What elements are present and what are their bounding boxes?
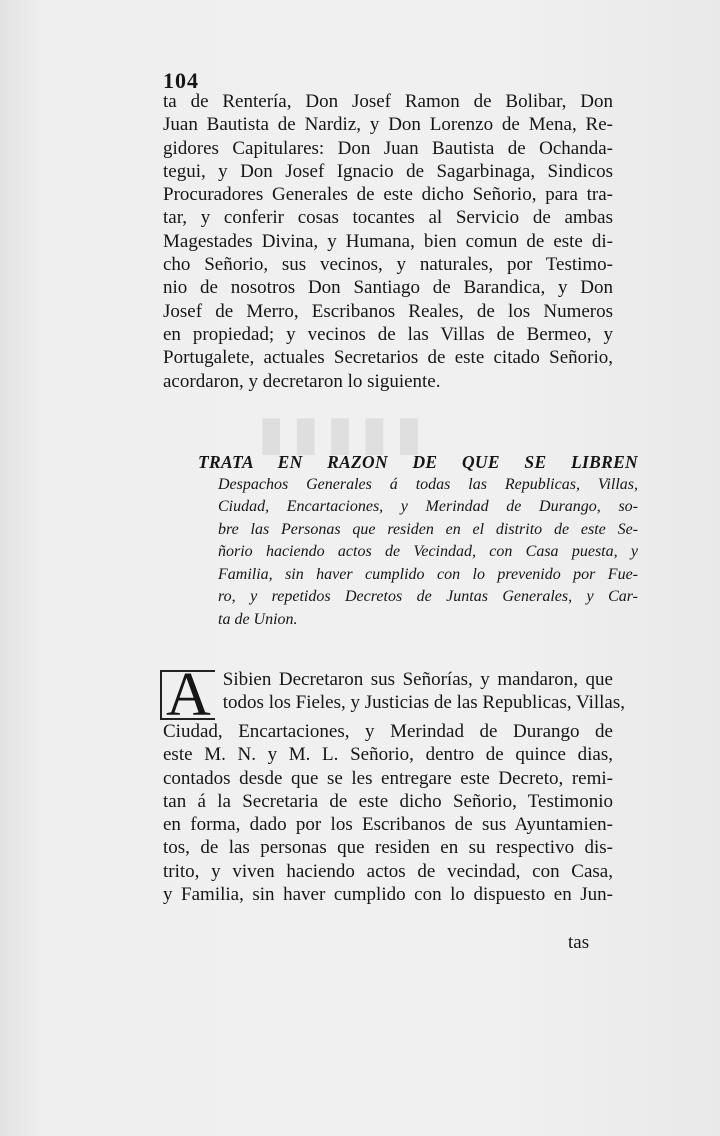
text-line: trito, y viven haciendo actos de vecindad, con Casa, (163, 860, 613, 882)
heading-line: ñorio haciendo actos de Vecindad, con Casa puesta, y (218, 543, 638, 560)
text-line: Portugalete, actuales Secretarios de este citado Señorio, (163, 347, 613, 369)
paragraph-1 (163, 90, 613, 393)
text-line: tar, y conferir cosas tocantes al Servicio de ambas (163, 207, 613, 229)
text-line: tan á la Secretaria de este dicho Señorio, Testimonio (163, 790, 613, 812)
heading-line: bre las Personas que residen en el distrito de este Se- (218, 520, 638, 538)
text-line: Procuradores Generales de este dicho Señorio, para tra- (163, 184, 613, 206)
text-line: cho Señorio, sus vecinos, y naturales, por Testimo- (163, 254, 613, 276)
text-line: y Familia, sin haver cumplido con lo dispuesto en Jun- (163, 884, 613, 906)
section-heading (198, 451, 638, 631)
text-line: gidores Capitulares: Don Juan Bautista de Ochanda- (163, 137, 613, 159)
text-line: nio de nosotros Don Santiago de Barandica, y Don (163, 277, 613, 299)
text-line: Juan Bautista de Nardiz, y Don Lorenzo de Mena, Re- (163, 114, 613, 136)
paragraph-2 (163, 661, 626, 906)
drop-cap: A (160, 670, 215, 720)
heading-line: Despachos Generales á todas las Republicas, Villas, (218, 475, 638, 493)
text-line: contados desde que se les entregare este Decreto, remi- (163, 767, 613, 789)
text-line: tegui, y Don Josef Ignacio de Sagarbinaga, Sindicos (163, 160, 613, 182)
text-line: acordaron, y decretaron lo siguiente. (163, 370, 441, 392)
heading-line: ro, y repetidos Decretos de Juntas Generales, y Car- (218, 588, 638, 605)
text-line: este M. N. y M. L. Señorio, dentro de quince dias, (163, 744, 613, 766)
text-line: Sibien Decretaron sus Señorías, y mandaron, que (222, 669, 613, 690)
page-number: 104 (163, 68, 199, 93)
text-line: tos, de las personas que residen en su respectivo dis- (163, 837, 613, 859)
catchword: tas (568, 932, 590, 953)
text-line: ta de Rentería, Don Josef Ramon de Bolibar, Don (163, 91, 613, 112)
show-through-ink: ▮▮▮▮▮ (250, 407, 423, 460)
text-line: en forma, dado por los Escribanos de sus Ayuntamien- (163, 814, 613, 836)
text-line: Magestades Divina, y Humana, bien comun de este di- (163, 230, 613, 252)
text-line: Josef de Merro, Escribanos Reales, de los Numeros (163, 300, 613, 322)
heading-line: ta de Union. (218, 610, 298, 628)
text-line: todos los Fieles, y Justicias de las Republicas, Villas, (222, 692, 626, 714)
heading-line: Familia, sin haver cumplido con lo prevenido por Fue- (218, 565, 638, 583)
heading-title: TRATA EN RAZON DE QUE SE LIBREN (198, 452, 638, 472)
text-line: en propiedad; y vecinos de las Villas de Bermeo, y (163, 323, 613, 345)
text-line: Ciudad, Encartaciones, y Merindad de Durango de (163, 721, 613, 742)
heading-line: Ciudad, Encartaciones, y Merindad de Durango, so- (218, 498, 638, 515)
